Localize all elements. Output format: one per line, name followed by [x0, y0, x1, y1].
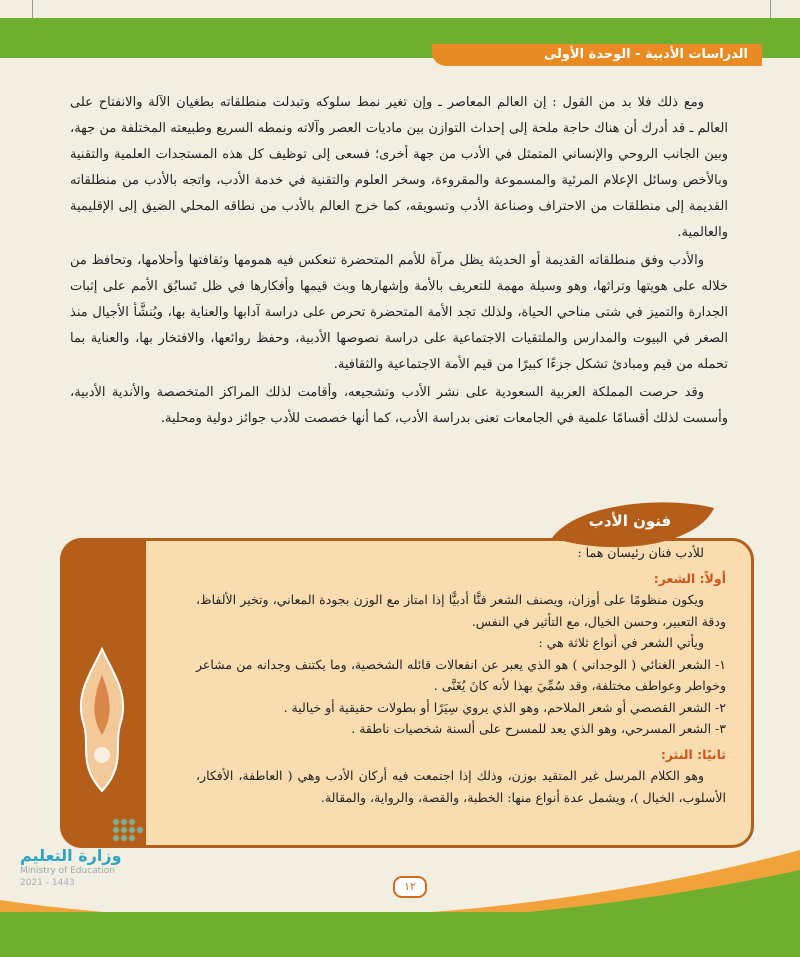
- page-number: ١٢: [393, 876, 427, 898]
- prose-heading: ثانيًا: النثر:: [660, 746, 726, 762]
- box-title: فنون الأدب: [588, 512, 672, 530]
- crop-mark: [770, 0, 771, 18]
- list-item: ٢- الشعر القصصي أو شعر الملاحم، وهو الذي يروي سِيَرًا أو بطولات حقيقية أو خيالية .: [283, 699, 726, 715]
- list-item: ١- الشعر الغنائي ( الوجداني ) هو الذي يعبر عن انفعالات قائله الشخصية، وما يكتنف وجدانه من مشاعر وخواطر وعواطف مختلفة، وقد سُمِّيَ بهذا لأنه كانَ يُغَنَّى .: [196, 656, 726, 693]
- poetry-text: ويكون منظومًا على أوزان، ويصنف الشعر فنًّا أدبيًّا إذا امتاز مع الوزن بجودة المعاني، وتخير الألفاظ، ودقة التعبير، وحسن الخيال، مع التأثير في النفس.: [196, 592, 726, 629]
- poetry-types-intro: ويأتي الشعر في أنواع ثلاثة هي :: [538, 635, 704, 650]
- body-text: [70, 90, 728, 434]
- paragraph: ومع ذلك فلا بد من القول : إن العالم المعاصر ـ وإن تغير نمط سلوكه وتبدلت منطلقاته بطغيان الآلة والانفتاح على العالم ـ قد أدرك أن هناك حاجة ملحة إلى إحداث التوازن بين ماديات العصر وآلاته ونمطه السريع وطبيعته المختلفة من جهة، وبين الجانب الروحي والإنساني المتمثل في الأدب من جهة أخرى؛ فسعى إلى توظيف كل هذه المستجدات العلمية والتقنية وبالأخص وسائل الإعلام المرئية والمسموعة والمقروءة، وسخر العلوم والتقنية في خدمة الأدب، واتجه بالأدب من منطلقاته القديمة إلى منطلقات من الاحتراف وصناعة الأدب وتسويقه، كما خرج العالم بالأدب من نطاقه المحلي الضيق إلى الإقليمية والعالمية.: [70, 95, 728, 240]
- header-title: الدراسات الأدبية - الوحدة الأولى: [432, 44, 762, 66]
- list-item: ٣- الشعر المسرحي، وهو الذي يعد للمسرح على ألسنة شخصيات ناطقة .: [351, 721, 726, 736]
- ministry-name-ar: وزارة التعليم: [20, 846, 122, 865]
- floral-ornament-icon: [70, 645, 134, 795]
- paragraph: والأدب وفق منطلقاته القديمة أو الحديثة يظل مرآة للأمم المتحضرة تنعكس فيه همومها وثقافتها وأحلامها، وتحافظ من خلاله على هويتها وتراثها، وهو وسيلة مهمة للتعريف بالأمة وإشهارها وبث قيمها وأفكارها في ظل تَسابُق الأمم على إثبات الجدارة والتميز في شتى مناحي الحياة، ولذلك تجد الأمة المتحضرة تحرص على دراسة آدابها والعناية بها، ويُنشَّأ الأجيال منذ الصغر في البيوت والمدارس والملتقيات الاجتماعية على دراسة نصوصها الأدبية، وحفظ روائعها، والافتخار بها، والعناية بما تحمله من قيم ومبادئ تشكل جزءًا كبيرًا من قيم الأمة الاجتماعية والثقافية.: [70, 253, 728, 372]
- box-text: [196, 540, 726, 808]
- ministry-year: 2021 - 1443: [20, 878, 75, 888]
- poetry-heading: أولاً: الشعر:: [653, 570, 726, 586]
- ministry-name-en: Ministry of Education: [20, 866, 115, 876]
- box-intro: للأدب فنان رئيسان هما :: [577, 545, 704, 560]
- paragraph: وقد حرصت المملكة العربية السعودية على نشر الأدب وتشجيعه، وأقامت لذلك المراكز المتخصصة والأندية الأدبية، وأسست لذلك أقسامًا علمية في الجامعات تعنى بدراسة الأدب، كما أنها خصصت للأدب جوائز دولية ومحلية.: [70, 385, 728, 426]
- footer-bar: [0, 912, 800, 957]
- prose-text: وهو الكلام المرسل غير المتقيد بوزن، وذلك إذا اجتمعت فيه أركان الأدب وهي ( العاطفة، الأفكار، الأسلوب، الخيال )، ويشمل عدة أنواع منها: الخطبة، والقصة، والرواية، والمقالة.: [196, 768, 726, 805]
- crop-mark: [32, 0, 33, 18]
